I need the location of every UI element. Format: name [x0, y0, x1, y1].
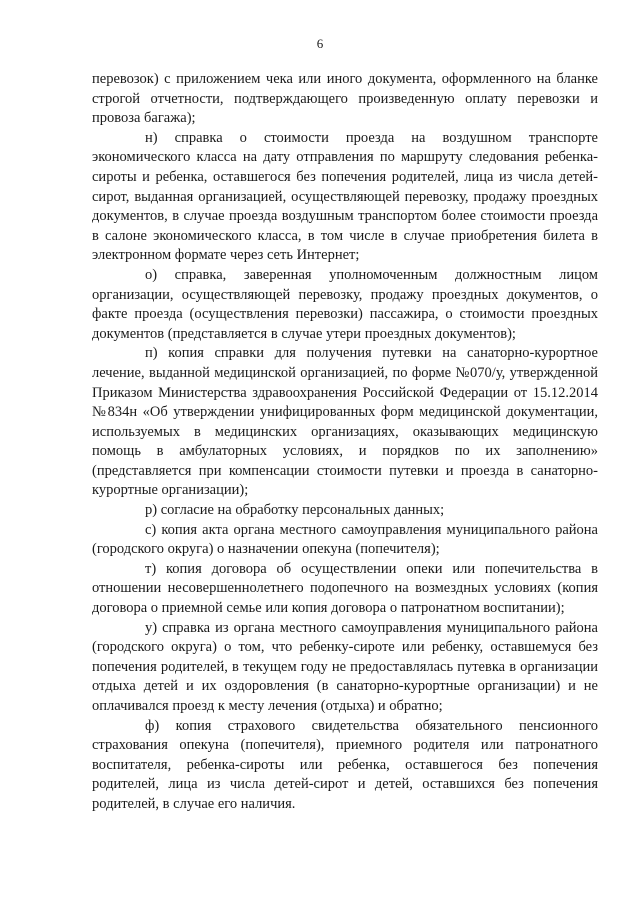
page-number: 6 [316, 36, 324, 51]
paragraph-p: п) копия справки для получения путевки на санаторно-курортное лечение, выданной медицинской организацией, по форме №070/у, утвержденной Приказом Министерства здравоохранения Российской Федерации от 15.12.2014 №834н «Об утверждении унифицированных форм медицинской документации, используемых в медицинских организациях, оказывающих медицинскую помощь в амбулаторных условиях, и порядков по их заполнению» (представляется при компенсации стоимости путевки и проезда в санаторно-курортные организации); [92, 345, 598, 499]
document-body [92, 70, 598, 815]
paragraph-t: т) копия договора об осуществлении опеки или попечительства в отношении несовершеннолетнего подопечного на возмездных условиях (копия договора о приемной семье или копия договора о патронатном воспитании); [92, 560, 598, 617]
paragraph-r: р) согласие на обработку персональных данных; [145, 502, 445, 519]
paragraph-s: с) копия акта органа местного самоуправления муниципального района (городского округа) о назначении опекуна (попечителя); [92, 521, 598, 558]
paragraph-continued: перевозок) с приложением чека или иного документа, оформленного на бланке строгой отчетности, подтверждающего произведенную оплату перевозки и провоза багажа); [92, 71, 598, 127]
paragraph-u: у) справка из органа местного самоуправления муниципального района (городского округа) о том, что ребенку-сироте или ребенку, оставшемуся без попечения родителей, в текущем году не предоставлялась путевка в организации отдыха детей и их оздоровления (в санаторно-курортные организации) и не оплачивался проезд к месту лечения (отдыха) и обратно; [92, 619, 598, 714]
paragraph-f: ф) копия страхового свидетельства обязательного пенсионного страхования опекуна (попечителя), приемного родителя или патронатного воспитателя, ребенка-сироты или ребенка, оставшегося без попечения родителей, лица из числа детей-сирот и детей, оставшихся без попечения родителей, в случае его наличия. [92, 717, 598, 812]
paragraph-o: о) справка, заверенная уполномоченным должностным лицом организации, осуществляющей перевозку, продажу проездных документов, о факте проезда (осуществления перевозки) пассажира, о стоимости проездных документов (представляется в случае утери проездных документов); [92, 266, 598, 342]
paragraph-n: н) справка о стоимости проезда на воздушном транспорте экономического класса на дату отправления по маршруту следования ребенка-сироты и ребенка, оставшегося без попечения родителей, лица из числа детей-сирот, выданная организацией, осуществляющей перевозку, продажу проездных документов, в случае проезда воздушным транспортом более стоимости проезда в салоне экономического класса, в том числе в случае приобретения билета в электронном формате через сеть Интернет; [92, 129, 598, 264]
